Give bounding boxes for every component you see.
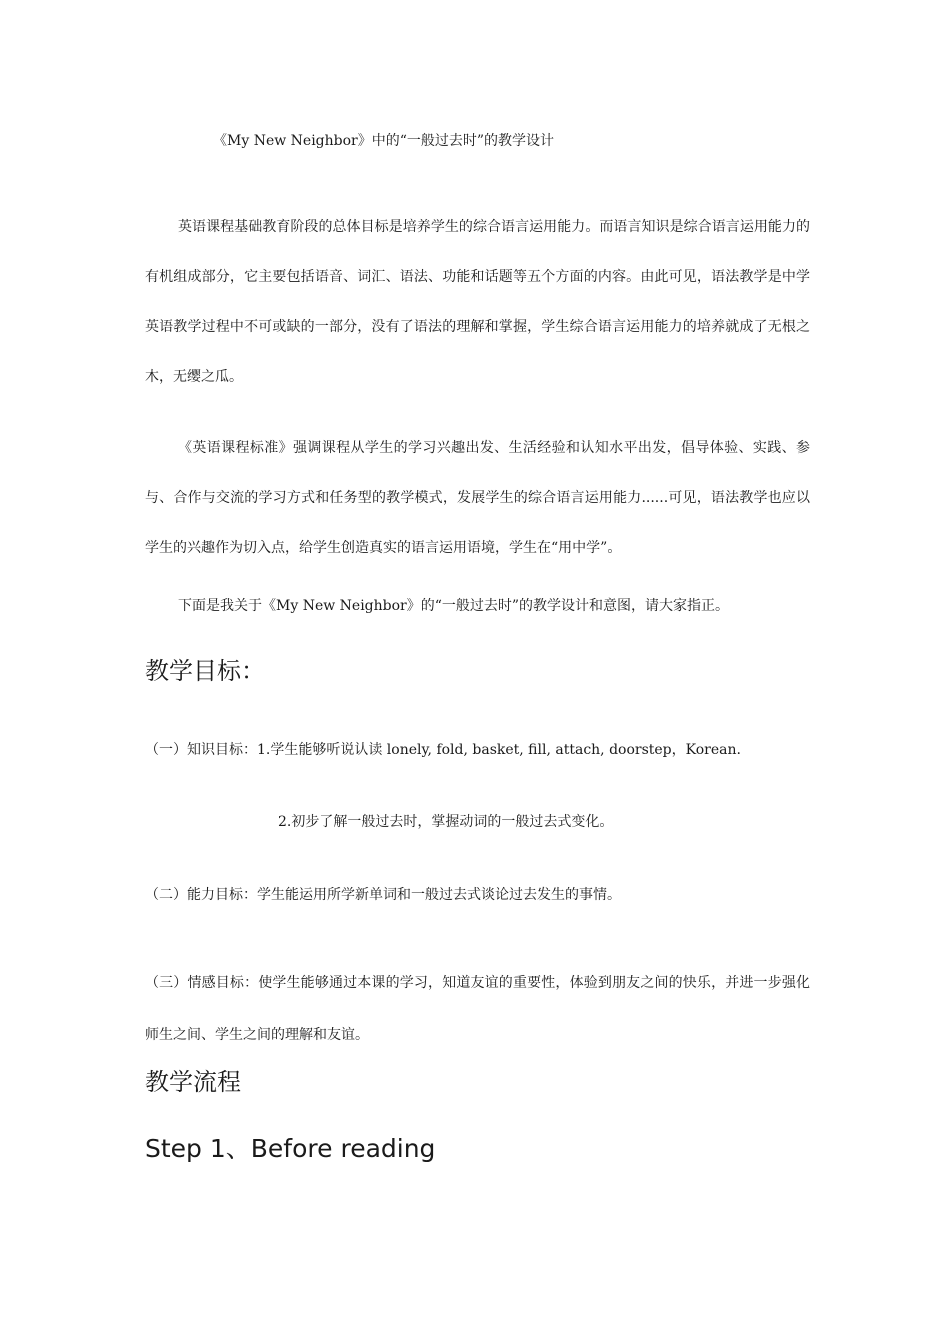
objective-emotion: （三）情感目标：使学生能够通过本课的学习，知道友谊的重要性，体验到朋友之间的快乐，并进一步强化师生之间、学生之间的理解和友谊。 <box>145 975 810 1043</box>
intro-paragraph-3: 下面是我关于《My New Neighbor》的“一般过去时”的教学设计和意图，请大家指正。 <box>178 598 730 614</box>
heading-teaching-process: 教学流程 <box>145 1068 241 1096</box>
intro-paragraph-1: 英语课程基础教育阶段的总体目标是培养学生的综合语言运用能力。而语言知识是综合语言运用能力的有机组成部分，它主要包括语音、词汇、语法、功能和话题等五个方面的内容。由此可见，语法教学是中学英语教学过程中不可或缺的一部分，没有了语法的理解和掌握，学生综合语言运用能力的培养就成了无根之木，无缨之瓜。 <box>145 219 810 385</box>
objective-knowledge-line-2: 2.初步了解一般过去时，掌握动词的一般过去式变化。 <box>278 814 614 830</box>
heading-teaching-goals: 教学目标： <box>145 657 265 685</box>
objective-ability: （二）能力目标：学生能运用所学新单词和一般过去式谈论过去发生的事情。 <box>145 887 621 903</box>
heading-step-1: Step 1、Before reading <box>145 1134 436 1163</box>
document-title: 《My New Neighbor》中的“一般过去时”的教学设计 <box>213 133 555 149</box>
intro-paragraph-2: 《英语课程标准》强调课程从学生的学习兴趣出发、生活经验和认知水平出发，倡导体验、实践、参与、合作与交流的学习方式和任务型的教学模式，发展学生的综合语言运用能力......可见，语法教学也应以学生的兴趣作为切入点，给学生创造真实的语言运用语境，学生在“用中学”。 <box>145 440 810 556</box>
objective-knowledge-line-1: （一）知识目标：1.学生能够听说认读 lonely, fold, basket, fill, attach, doorstep，Korean. <box>145 742 741 758</box>
